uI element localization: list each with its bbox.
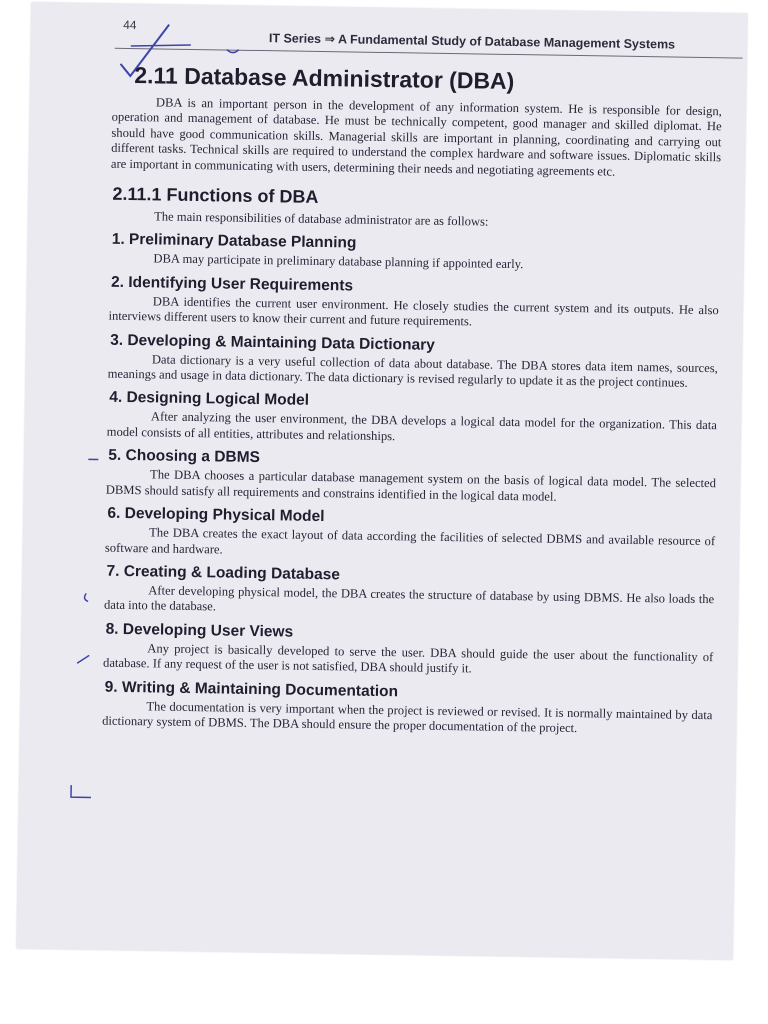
function-title: 6. Developing Physical Model xyxy=(107,504,325,526)
function-text: The DBA chooses a particular database management system on the basis of logical data model. The selected DBMS should satisfy all requirements and constrains identified in the logical data model. xyxy=(105,467,717,504)
subsection-title: 2.11.1 Functions of DBA xyxy=(112,183,319,207)
function-title: 2. Identifying User Requirements xyxy=(110,273,354,295)
function-title: 3. Developing & Maintaining Data Dictionary xyxy=(110,331,435,354)
page-number: 44 xyxy=(123,17,137,33)
function-text: Data dictionary is a very useful collection of data about database. The DBA stores data item names, sources, meanings and usage in data dictionary. The data dictionary is revised regularly to update it as the project continues. xyxy=(107,352,718,390)
function-text: After analyzing the user environment, the DBA develops a logical data model for the organization. This data model consists of all entities, attributes and relationships. xyxy=(106,409,718,444)
subsection-intro: The main responsibilities of database administrator are as follows: xyxy=(154,209,489,229)
page-content xyxy=(102,58,722,739)
function-text: Any project is basically developed to serve the user. DBA should guide the user about the functionality of database. If any request of the user is not satisfied, DBA should justify it. xyxy=(103,641,714,676)
function-title: 7. Creating & Loading Database xyxy=(106,562,341,584)
section-title: 2.11 Database Administrator (DBA) xyxy=(134,62,515,95)
function-title: 4. Designing Logical Model xyxy=(109,389,310,410)
function-title: 1. Preliminary Database Planning xyxy=(111,231,357,253)
function-text: The DBA creates the exact layout of data according the facilities of selected DBMS and available resource of software and hardware. xyxy=(104,525,716,557)
function-text: DBA may participate in preliminary database planning if appointed early. xyxy=(153,251,524,272)
function-text: DBA identifies the current user environment. He closely studies the current system and its outputs. He also interviews different users to know their current and future requirements. xyxy=(108,294,719,329)
function-text: After developing physical model, the DBA creates the structure of database by using DBMS. He also loads the data into the database. xyxy=(103,583,715,614)
function-title: 5. Choosing a DBMS xyxy=(108,446,261,467)
function-text: The documentation is very important when the project is reviewed or revised. It is normally maintained by data dictionary system of DBMS. The DBA should ensure the proper documentation of the project. xyxy=(102,698,713,736)
running-header: IT Series ⇒ A Fundamental Study of Database Management Systems xyxy=(268,31,676,52)
function-title: 8. Developing User Views xyxy=(105,620,294,641)
scanned-page xyxy=(17,2,748,959)
function-title: 9. Writing & Maintaining Documentation xyxy=(104,678,399,700)
section-intro: DBA is an important person in the development of any information system. He is responsible for design, operation and management of database. He must be technically competent, good manager and skilled diplomat. He should have good communication skills. Managerial skills are important in planning, coordinating and carrying out different tasks. Technical skills are required to understand the complex hardware and software issues. Diplomatic skills are important in communicating with users, determining their needs and negotiating agreements etc. xyxy=(110,95,722,179)
